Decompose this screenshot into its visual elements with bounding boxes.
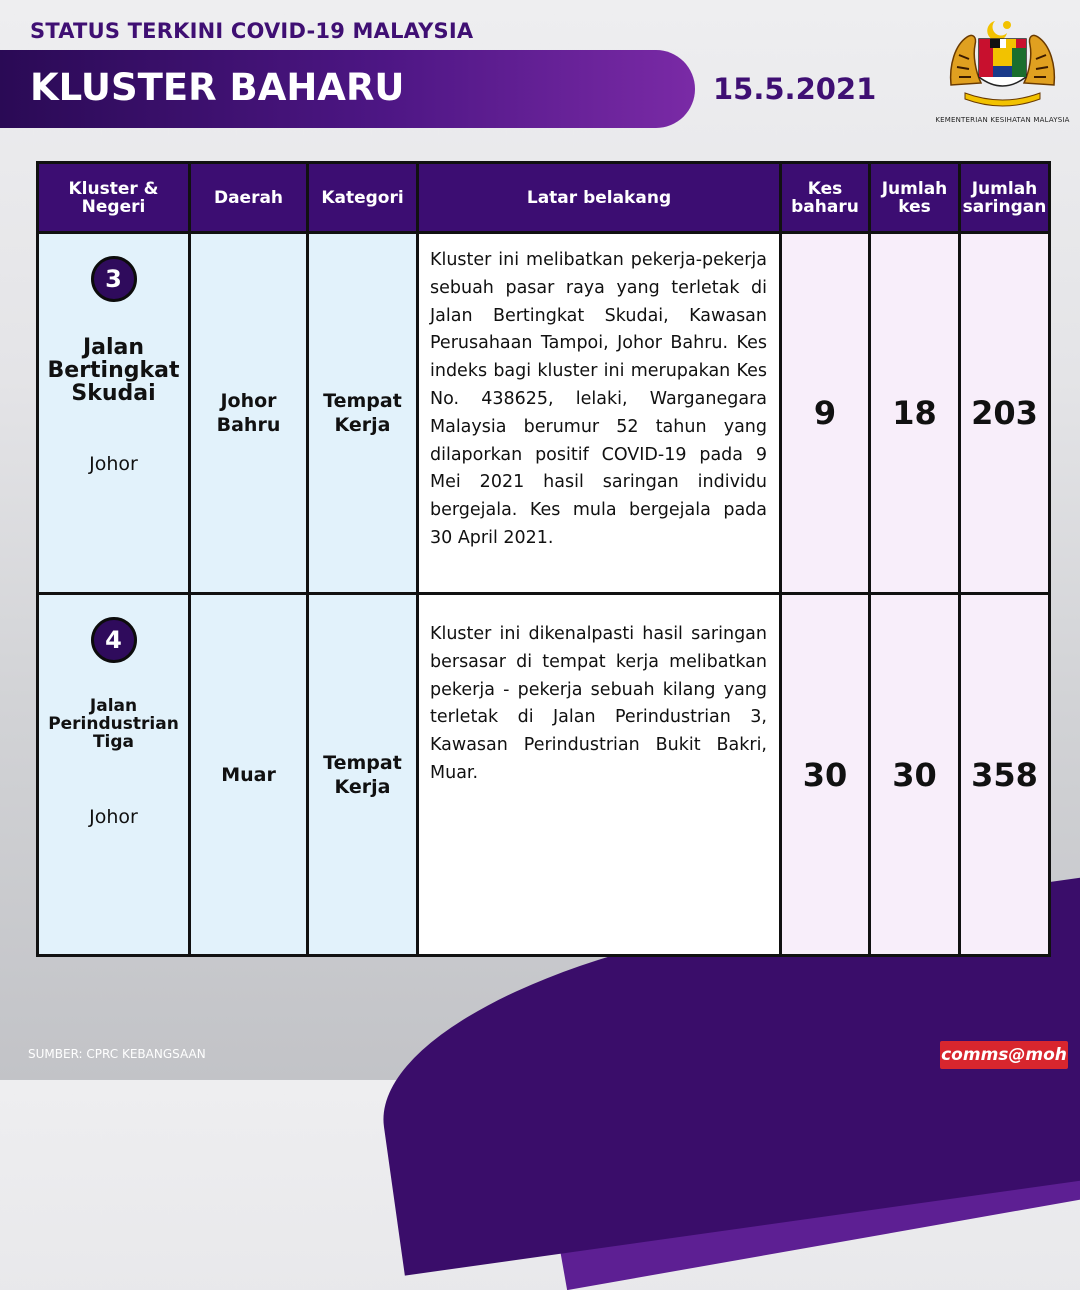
daerah-cell: Muar — [190, 594, 308, 956]
table-row — [38, 233, 1050, 594]
cluster-number-badge: 4 — [91, 617, 137, 663]
kluster-cell — [38, 233, 190, 594]
kes-baharu-value: 30 — [781, 594, 870, 956]
malaysia-coat-of-arms-icon — [945, 15, 1060, 110]
supertitle: STATUS TERKINI COVID-19 MALAYSIA — [30, 19, 474, 43]
header-latar-belakang: Latar belakang — [418, 163, 781, 233]
kluster-cell — [38, 594, 190, 956]
source-note: SUMBER: CPRC KEBANGSAAN — [28, 1047, 206, 1061]
kategori-cell: Tempat Kerja — [308, 594, 418, 956]
kes-baharu-value: 9 — [781, 233, 870, 594]
table-header-row — [38, 163, 1050, 233]
brand-badge: comms@moh — [940, 1041, 1068, 1069]
daerah-cell: Johor Bahru — [190, 233, 308, 594]
jumlah-saringan-value: 358 — [960, 594, 1050, 956]
report-date: 15.5.2021 — [713, 72, 877, 106]
cluster-state: Johor — [89, 453, 138, 475]
header-jumlah-saringan: Jumlah saringan — [960, 163, 1050, 233]
cluster-state: Johor — [89, 806, 138, 828]
kategori-cell: Tempat Kerja — [308, 233, 418, 594]
latar-belakang-text: Kluster ini melibatkan pekerja-pekerja sebuah pasar raya yang terletak di Jalan Bertingkat Skudai, Kawasan Perusahaan Tampoi, Johor Bahru. Kes indeks bagi kluster ini merupakan Kes No. 438625, lelaki, Warganegara Malaysia berumur 52 tahun yang dilaporkan positif COVID-19 pada 9 Mei 2021 hasil saringan individu bergejala. Kes mula bergejala pada 30 April 2021. — [430, 250, 767, 548]
header-jumlah-kes: Jumlah kes — [870, 163, 960, 233]
ministry-label: KEMENTERIAN KESIHATAN MALAYSIA — [935, 116, 1070, 124]
table-row — [38, 594, 1050, 956]
header-kategori: Kategori — [308, 163, 418, 233]
header-kes-baharu: Kes baharu — [781, 163, 870, 233]
jumlah-kes-value: 18 — [870, 233, 960, 594]
latar-belakang-text: Kluster ini dikenalpasti hasil saringan bersasar di tempat kerja melibatkan pekerja - pekerja sebuah kilang yang terletak di Jalan Perindustrian 3, Kawasan Perindustrian Bukit Bakri, Muar. — [430, 624, 767, 783]
header-daerah: Daerah — [190, 163, 308, 233]
cluster-name: Jalan Bertingkat Skudai — [47, 335, 180, 406]
jumlah-saringan-value: 203 — [960, 233, 1050, 594]
latar-belakang-cell — [418, 594, 781, 956]
latar-belakang-cell — [418, 233, 781, 594]
cluster-name: Jalan Perindustrian Tiga — [48, 696, 179, 752]
page-title: KLUSTER BAHARU — [30, 66, 405, 109]
cluster-table — [36, 161, 1051, 957]
header-kluster: Kluster & Negeri — [38, 163, 190, 233]
cluster-number-badge: 3 — [91, 256, 137, 302]
jumlah-kes-value: 30 — [870, 594, 960, 956]
